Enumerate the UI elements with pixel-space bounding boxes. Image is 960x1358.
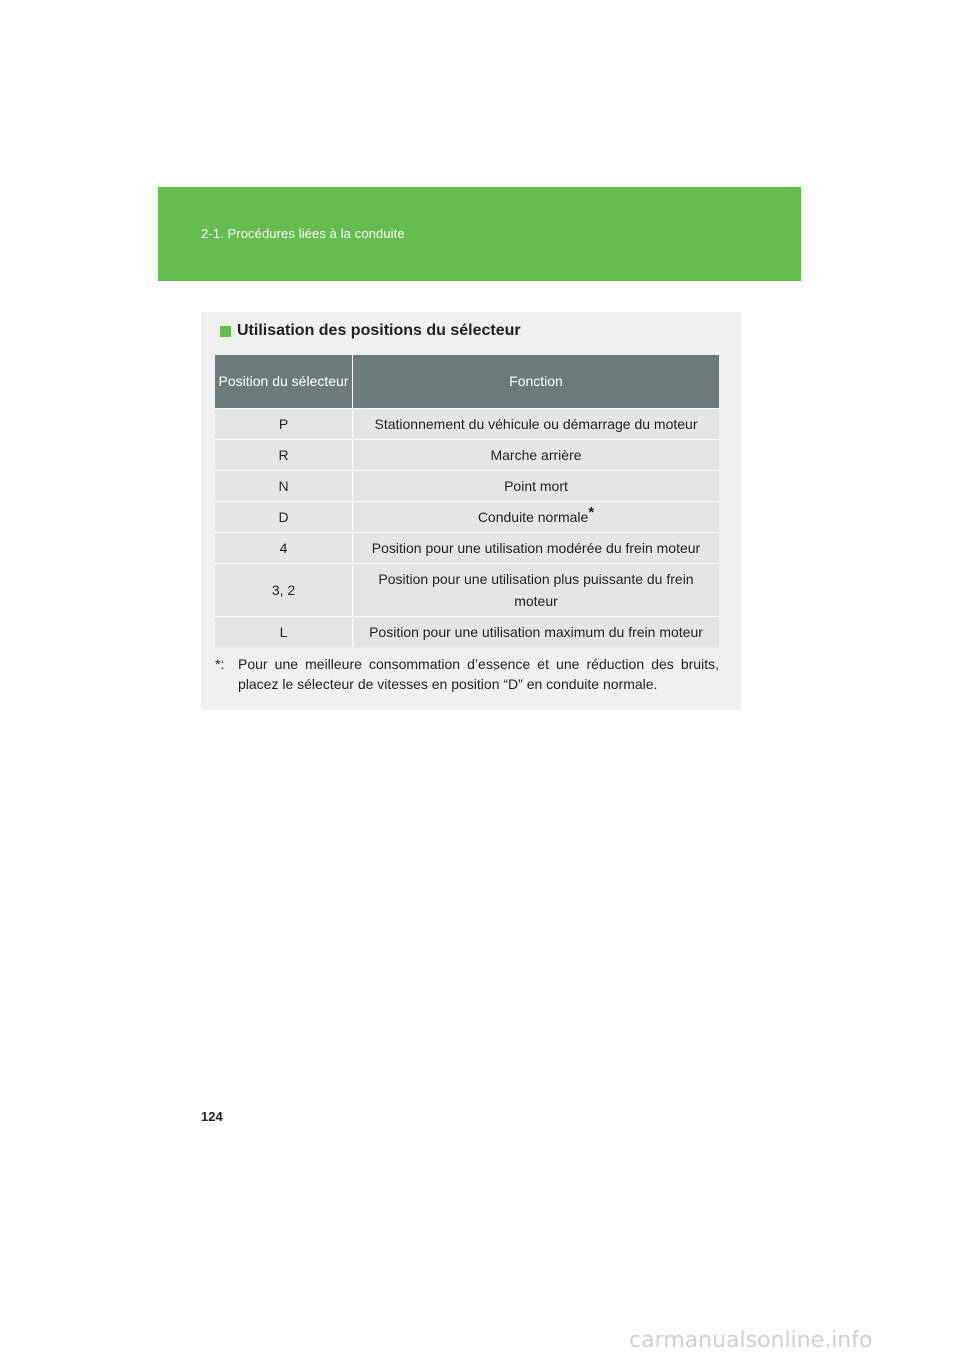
column-header-function: Fonction bbox=[353, 355, 720, 409]
function-text: Conduite normale bbox=[477, 509, 589, 525]
chapter-header-band bbox=[158, 187, 801, 281]
function-cell bbox=[353, 502, 720, 533]
page-number: 124 bbox=[201, 1109, 223, 1124]
function-cell bbox=[353, 564, 720, 617]
section-heading-text: Utilisation des positions du sélecteur bbox=[237, 322, 521, 339]
footnote-marker: * bbox=[588, 504, 595, 521]
function-text: Position pour une utilisation plus puissante du frein moteur bbox=[378, 571, 694, 609]
column-header-position: Position du sélecteur bbox=[215, 355, 353, 409]
table-header-row bbox=[215, 355, 719, 409]
info-panel bbox=[201, 312, 741, 710]
position-cell: D bbox=[215, 502, 353, 533]
table-row bbox=[215, 409, 719, 440]
function-cell: Position pour une utilisation maximum du frein moteur bbox=[353, 617, 720, 648]
footnote-text: Pour une meilleure consommation d’essence et une réduction des bruits, placez le sélecteur de vitesses en position “D” en conduite normale. bbox=[238, 656, 719, 692]
position-cell: 3, 2 bbox=[215, 564, 353, 617]
position-cell: N bbox=[215, 471, 353, 502]
table-row bbox=[215, 564, 719, 617]
table-row bbox=[215, 440, 719, 471]
position-cell: P bbox=[215, 409, 353, 440]
section-heading bbox=[220, 322, 521, 340]
position-cell: L bbox=[215, 617, 353, 648]
footnote bbox=[215, 654, 719, 694]
function-cell: Point mort bbox=[353, 471, 720, 502]
table-row bbox=[215, 533, 719, 564]
table-row bbox=[215, 502, 719, 533]
footnote-mark: *: bbox=[215, 656, 225, 672]
position-cell: 4 bbox=[215, 533, 353, 564]
breadcrumb: 2-1. Procédures liées à la conduite bbox=[201, 226, 405, 241]
position-cell: R bbox=[215, 440, 353, 471]
square-bullet-icon bbox=[220, 326, 231, 337]
watermark: carmanualsonline.info bbox=[629, 1328, 873, 1353]
function-cell: Position pour une utilisation modérée du frein moteur bbox=[353, 533, 720, 564]
function-cell: Marche arrière bbox=[353, 440, 720, 471]
table-row bbox=[215, 617, 719, 648]
shift-position-table bbox=[215, 355, 719, 647]
function-cell: Stationnement du véhicule ou démarrage du moteur bbox=[353, 409, 720, 440]
table-row bbox=[215, 471, 719, 502]
